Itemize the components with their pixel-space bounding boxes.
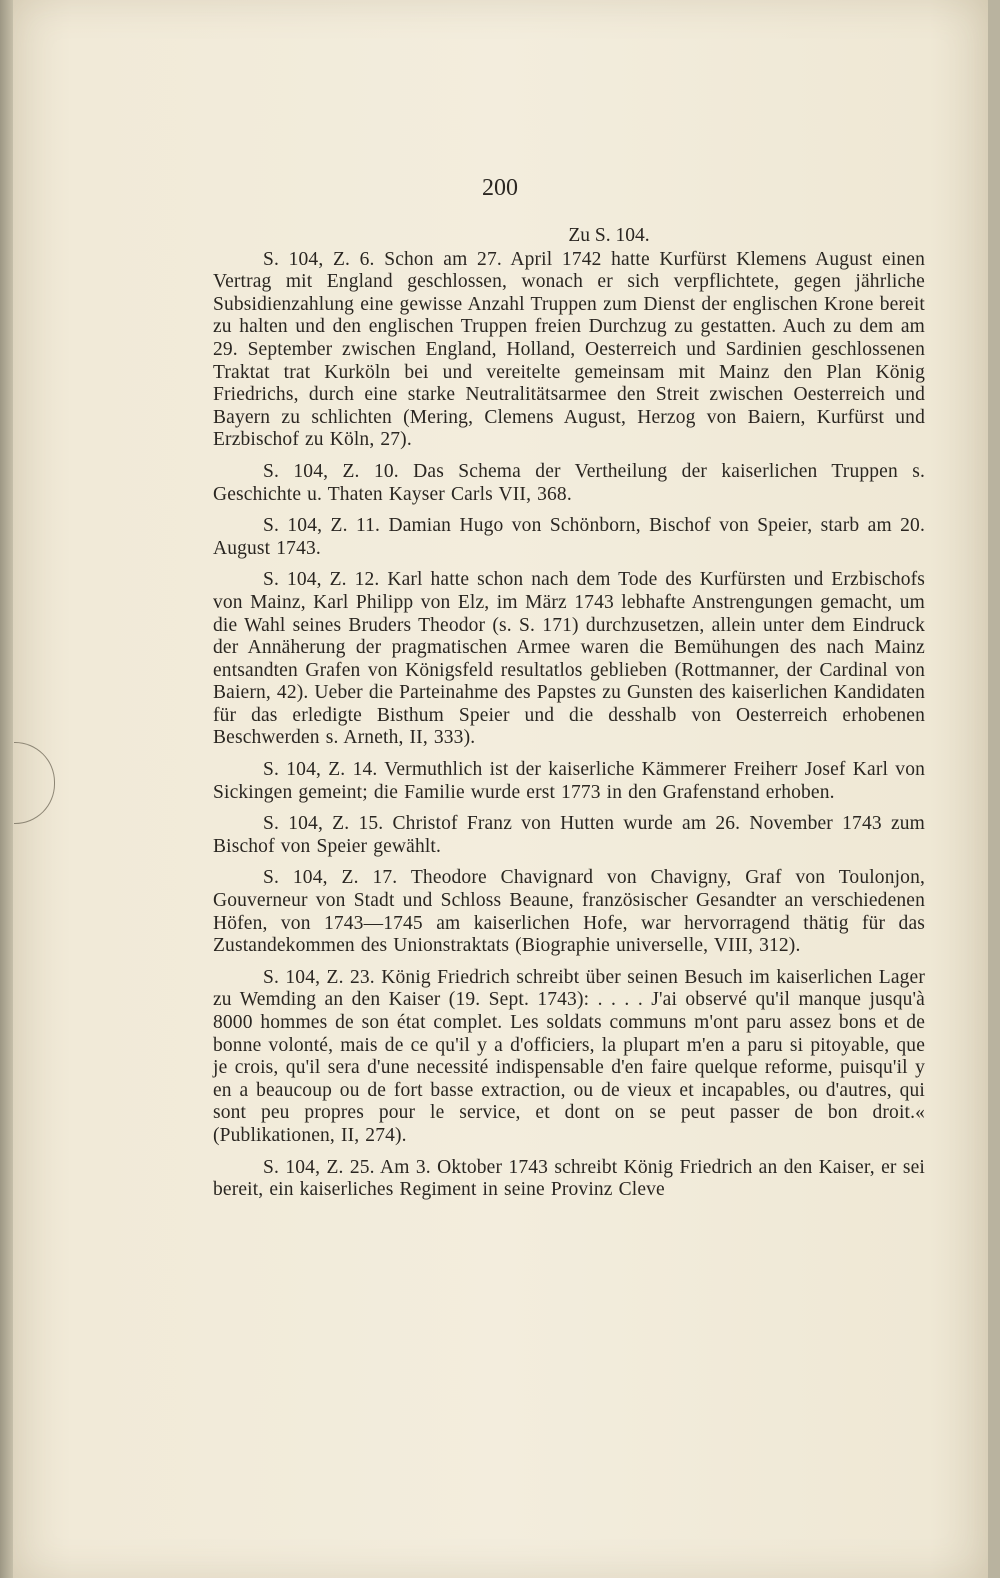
paragraph: S. 104, Z. 10. Das Schema der Vertheilung der kaiserlichen Truppen s. Geschichte u. Thaten Kayser Carls VII, 368. xyxy=(213,460,925,505)
paragraph: S. 104, Z. 17. Theodore Chavignard von Chavigny, Graf von Toulonjon, Gouverneur von Stadt und Schloss Beaune, französischer Gesandter an verschiedenen Höfen, von 1743—1745 am kaiserlichen Hofe, war hervorragend thätig für das Zustandekommen des Unionstraktats (Biographie universelle, VIII, 312). xyxy=(213,867,925,957)
paragraph: S. 104, Z. 12. Karl hatte schon nach dem Tode des Kurfürsten und Erzbischofs von Mainz, Karl Philipp von Elz, im März 1743 lebhafte Anstrengungen gemacht, um die Wahl seines Bruders Theodor (s. S. 171) durchzusetzen, allein unter dem Eindruck der Annäherung der pragmatischen Armee waren die Bemühungen des nach Mainz entsandten Grafen von Königsfeld resultatlos geblieben (Rottmanner, der Cardinal von Baiern, 42). Ueber die Parteinahme des Papstes zu Gunsten des kaiserlichen Kandidaten für das erledigte Bisthum Speier und die desshalb von Oesterreich erhobenen Beschwerden s. Arneth, II, 333). xyxy=(213,569,925,749)
section-heading: Zu S. 104. xyxy=(568,225,650,246)
book-spine-edge xyxy=(0,0,13,1578)
paragraph: S. 104, Z. 25. Am 3. Oktober 1743 schreibt König Friedrich an den Kaiser, er sei bereit, ein kaiserliches Regiment in seine Provinz Cleve xyxy=(213,1156,925,1201)
page-number: 200 xyxy=(482,175,518,201)
paragraph: S. 104, Z. 6. Schon am 27. April 1742 hatte Kurfürst Klemens August einen Vertrag mit England geschlossen, wonach er sich verpflichtete, gegen jährliche Subsidienzahlung eine gewisse Anzahl Truppen zum Dienst der englischen Krone bereit zu halten und den englischen Truppen freien Durchzug zu gestatten. Auch zu dem am 29. September zwischen England, Holland, Oesterreich und Sardinien geschlossenen Traktat trat Kurköln bei und vereitelte gemeinsam mit Mainz den Plan König Friedrichs, durch eine starke Neutralitätsarmee den Streit zwischen Oesterreich und Bayern zu schlichten (Mering, Clemens August, Herzog von Baiern, Kurfürst und Erzbischof zu Köln, 27). xyxy=(213,248,925,451)
paragraph: S. 104, Z. 14. Vermuthlich ist der kaiserliche Kämmerer Freiherr Josef Karl von Sickingen gemeint; die Familie wurde erst 1773 in den Grafenstand erhoben. xyxy=(213,759,925,803)
paragraph: S. 104, Z. 23. König Friedrich schreibt über seinen Besuch im kaiserlichen Lager zu Wemding an den Kaiser (19. Sept. 1743): . . . . J'ai observé qu'il manque jusqu'à 8000 hommes de son état complet. Les soldats communs m'ont paru assez bons et de bonne volonté, mais de ce qu'il y a d'officiers, la plupart m'en a paru si pitoyable, que je crois, qu'il sera d'une necessité indispensable d'en faire quelque reforme, puisqu'il y en a beaucoup ou de fort basse extraction, ou de vieux et incapables, ou d'autres, qui sont peu propres pour le service, et dont on se peut passer de bon droit.« (Publikationen, II, 274). xyxy=(213,966,925,1146)
main-text xyxy=(213,225,925,1211)
paragraph: S. 104, Z. 15. Christof Franz von Hutten wurde am 26. November 1743 zum Bischof von Speier gewählt. xyxy=(213,813,925,857)
paragraph: S. 104, Z. 11. Damian Hugo von Schönborn, Bischof von Speier, starb am 20. August 1743. xyxy=(213,515,925,559)
